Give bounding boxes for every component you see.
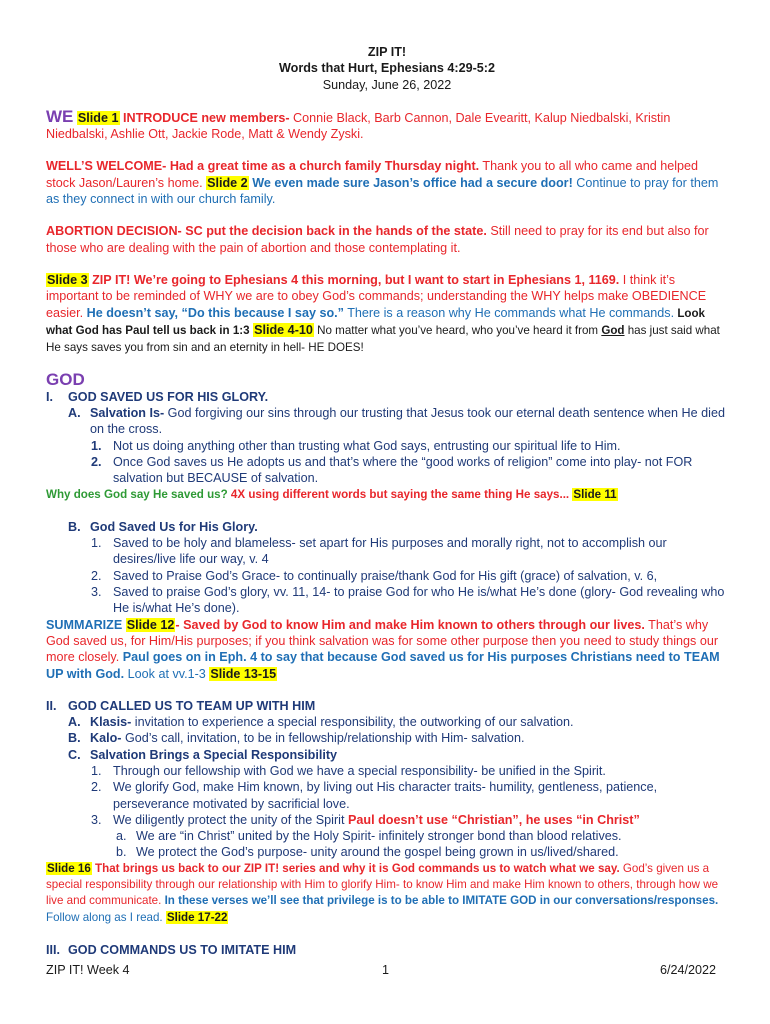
list-lead: Kalo-	[90, 731, 122, 746]
welcome-bold-blue: We even made sure Jason’s office had a secure door!	[248, 175, 573, 190]
list-marker: 2.	[91, 780, 102, 795]
list-marker: 1.	[91, 763, 102, 778]
slide-17-22-marker: Slide 17-22	[166, 910, 228, 924]
list-marker: 2.	[91, 454, 102, 469]
slide-3-marker: Slide 3	[47, 272, 88, 287]
list-item	[46, 844, 728, 860]
why-line	[46, 487, 728, 503]
we-label: WE	[46, 106, 74, 126]
abortion-paragraph	[46, 223, 728, 256]
slide-2-marker: Slide 2	[207, 175, 248, 190]
slide3-paragraph	[46, 272, 728, 356]
summarize-red: That’s why God saved us, for Him/His purposes; if you think salvation was for some other purpose then you need to study things our more closely.	[46, 617, 719, 665]
slide3-lead: ZIP IT! We’re going to Ephesians 4 this morning, but I want to start in Ephesians 1, 1169.	[88, 272, 620, 287]
section-2-number: II.	[46, 698, 57, 713]
list-marker: A.	[68, 715, 81, 730]
list-text: We diligently protect the unity of the Spirit	[113, 812, 348, 827]
list-item	[46, 454, 728, 487]
list-lead: Salvation Brings a Special Responsibility	[90, 747, 338, 762]
summarize-paragraph	[46, 617, 728, 682]
footer-date: 6/24/2022	[659, 963, 716, 977]
summarize-blue-bold: Paul goes on in Eph. 4 to say that because God saved us for His purposes Christians need to TEAM UP with God.	[46, 650, 720, 681]
list-lead: Klasis-	[90, 715, 132, 730]
slide-16-marker: Slide 16	[47, 861, 91, 875]
slide16-blue-bold: In these verses we’ll see that privilege is to be able to IMITATE GOD in our conversations/responses.	[161, 894, 719, 908]
section-1-number: I.	[46, 389, 53, 404]
slide16-paragraph	[46, 861, 728, 926]
summarize-blue: Look at vv.1-3	[124, 666, 210, 681]
page-number: 1	[382, 963, 390, 977]
section-1-heading	[46, 389, 728, 405]
slide-13-15-marker: Slide 13-15	[210, 666, 277, 681]
intro-lead: INTRODUCE new members-	[119, 110, 290, 125]
item-a-marker: A.	[68, 406, 81, 421]
welcome-blue: Continue to pray for them as they connect in with our church family.	[46, 175, 719, 207]
section-1-title: GOD SAVED US FOR HIS GLORY.	[68, 389, 269, 404]
list-item	[46, 714, 728, 730]
list-text: We are “in Christ” united by the Holy Spirit- infinitely stronger bond than blood relatives.	[136, 829, 622, 844]
section-3-heading	[46, 942, 728, 958]
list-item	[46, 763, 728, 779]
list-text: Through our fellowship with God we have a special responsibility- be unified in the Spirit.	[113, 763, 606, 778]
slide3-black-bold: Look what God has Paul tell us back in 1:3	[46, 306, 706, 337]
list-marker: C.	[68, 747, 81, 762]
list-red-text: Paul doesn’t use “Christian”, he uses “in Christ”	[347, 812, 640, 827]
summarize-label: SUMMARIZE	[46, 617, 123, 632]
slide-1-marker: Slide 1	[77, 110, 119, 125]
welcome-text: Thank you to all who came and helped stock Jason/Lauren’s home.	[46, 159, 699, 190]
slide16-red: God’s given us a special responsibility through our relationship with Him to glorify Him- to know Him and make Him known to others, through how we live and communicate.	[46, 861, 719, 908]
list-text: We glorify God, make Him known, by living out His character traits- humility, gentleness, patience, perseverance motivated by sacrificial love.	[113, 780, 658, 811]
list-marker: a.	[116, 829, 127, 844]
slide-11-marker: Slide 11	[573, 487, 617, 501]
list-text: Once God saves us He adopts us and that’s where the “good works of religion” come into play- not FOR salvation but BECAUSE of salvation.	[113, 454, 693, 486]
slide3-text: I think it’s important to be reminded of WHY we are to obey God’s commands; understanding the WHY helps make OBEDIENCE easier.	[46, 272, 707, 320]
footer-left: ZIP IT! Week 4	[46, 963, 130, 977]
list-item	[46, 812, 728, 828]
slide3-blue: There is a reason why He commands what He commands.	[343, 305, 675, 320]
list-text: Saved to praise God’s glory, vv. 11, 14- to praise God for who He is/what He’s done (glory- God revealing who He is/what He’s done).	[113, 585, 725, 616]
list-text: Saved to Praise God’s Grace- to continually praise/thank God for His gift (grace) of salvation, v. 6,	[113, 568, 658, 583]
welcome-lead: WELL’S WELCOME- Had a great time as a church family Thursday night.	[46, 159, 480, 174]
list-text: God’s call, invitation, to be in fellowship/relationship with Him- salvation.	[121, 731, 525, 746]
list-text: Not us doing anything other than trusting what God says, entrusting our spiritual life to Him.	[113, 438, 621, 453]
list-marker: 3.	[91, 585, 102, 600]
list-item	[46, 828, 728, 844]
slide16-blue: Follow along as I read.	[46, 910, 166, 924]
slide3-black2: has just said what He says saves you from sin and an eternity in hell- HE DOES!	[46, 323, 720, 355]
slide-12-marker: Slide 12	[126, 617, 175, 632]
slide-4-10-marker: Slide 4-10	[254, 322, 313, 337]
list-marker: B.	[68, 731, 81, 746]
document-page	[46, 44, 728, 958]
section-3-number: III.	[46, 942, 60, 957]
list-marker: 3.	[91, 812, 102, 827]
slide3-bold-blue: He doesn’t say, “Do this because I say so.”	[83, 305, 344, 320]
section-2-heading	[46, 698, 728, 714]
intro-names: Connie Black, Barb Cannon, Dale Evearitt, Kalup Niedbalski, Kristin Niedbalski, Ashlie Ott, Jackie Rode, Matt & Wendy Zyski.	[46, 110, 671, 142]
list-marker: b.	[116, 845, 127, 860]
list-item	[46, 730, 728, 746]
god-heading: GOD	[46, 370, 85, 390]
list-item	[46, 568, 728, 584]
section-1-item-b	[46, 519, 728, 535]
list-text: Saved to be holy and blameless- set apart for His purposes and morally right, not to accomplish our desires/live life our way, v. 4	[113, 536, 667, 567]
intro-paragraph	[46, 106, 728, 143]
doc-title: ZIP IT!	[367, 45, 407, 59]
list-item	[46, 535, 728, 568]
section-2-title: GOD CALLED US TO TEAM UP WITH HIM	[68, 698, 316, 713]
slide3-black: No matter what you’ve heard, who you’ve heard it from	[313, 323, 602, 337]
doc-date: Sunday, June 26, 2022	[322, 77, 452, 92]
slide16-red-bold: That brings us back to our ZIP IT! series and why it is God commands us to watch what we say.	[91, 861, 620, 875]
item-b-marker: B.	[68, 519, 81, 534]
list-text: invitation to experience a special responsibility, the outworking of our salvation.	[131, 715, 574, 730]
list-marker: 1.	[91, 438, 102, 453]
item-a-lead: Salvation Is-	[90, 406, 165, 421]
item-a-text: God forgiving our sins through our trusting that Jesus took our eternal death sentence when He died on the cross.	[90, 406, 725, 437]
summarize-red-bold: - Saved by God to know Him and make Him known to others through our lives.	[175, 617, 645, 632]
list-item	[46, 438, 728, 454]
welcome-paragraph	[46, 158, 728, 207]
god-underlined: God	[601, 323, 625, 337]
list-marker: 2.	[91, 568, 102, 583]
list-text: We protect the God’s purpose- unity around the gospel being grown in us/lived/shared.	[136, 845, 619, 860]
item-b-lead: God Saved Us for His Glory.	[90, 519, 258, 534]
doc-subtitle: Words that Hurt, Ephesians 4:29-5:2	[278, 61, 495, 76]
abortion-lead: ABORTION DECISION- SC put the decision back in the hands of the state.	[46, 224, 487, 239]
section-3-title: GOD COMMANDS US TO IMITATE HIM	[68, 942, 297, 957]
why-red: 4X using different words but saying the same thing He says...	[227, 487, 570, 501]
abortion-text: Still need to pray for its end but also for those who are dealing with the pain of abortion and those contemplating it.	[46, 224, 709, 255]
list-item	[46, 747, 728, 763]
list-marker: 1.	[91, 536, 102, 551]
section-1-item-a	[46, 405, 728, 438]
list-item	[46, 584, 728, 617]
list-item	[46, 779, 728, 812]
why-green: Why does God say He saved us?	[46, 487, 228, 501]
